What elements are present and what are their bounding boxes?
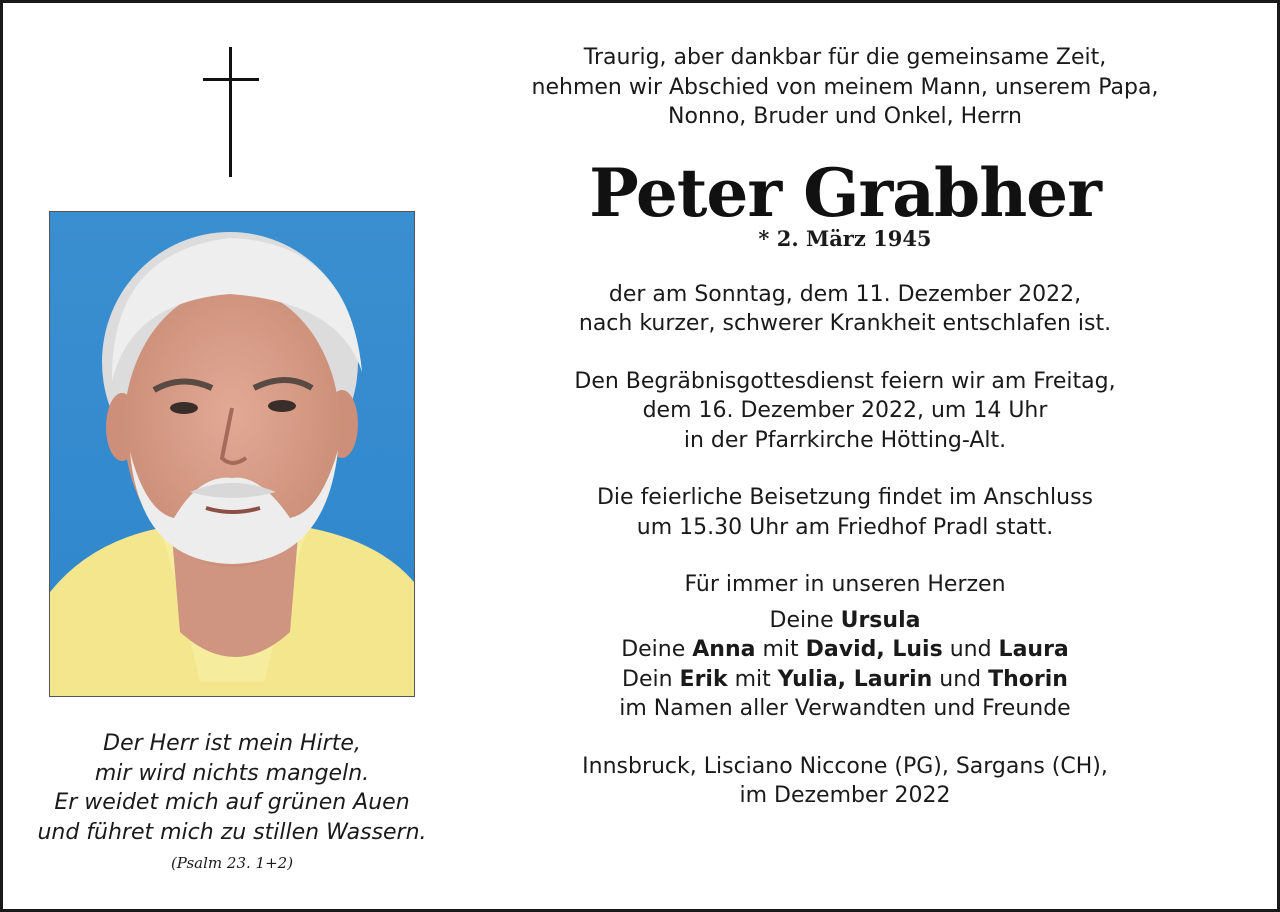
signature-line [455, 665, 1235, 695]
psalm-line: Er weidet mich auf grünen Auen [54, 790, 410, 815]
burial-line: um 15.30 Uhr am Friedhof Pradl statt. [636, 514, 1054, 540]
intro-line: Nonno, Bruder und Onkel, Herrn [668, 104, 1022, 129]
service-line: Den Begräbnisgottesdienst feiern wir am Freitag, [574, 368, 1116, 394]
service-line: dem 16. Dezember 2022, um 14 Uhr [642, 398, 1048, 423]
signature-name: Anna [692, 637, 756, 662]
psalm-reference: (Psalm 23. 1+2) [170, 854, 294, 872]
signature-text: mit [755, 637, 806, 662]
signature-line [455, 635, 1235, 665]
signature-text: Dein [622, 666, 680, 692]
signature-text: Deine [621, 637, 693, 662]
signature-line [455, 606, 1235, 636]
service-line: in der Pfarrkirche Hötting-Alt. [683, 427, 1007, 453]
signature-text: und [932, 666, 989, 692]
signature-name: Ursula [840, 607, 921, 633]
birth-date: * 2. März 1945 [758, 225, 932, 251]
death-line: der am Sonntag, dem 11. Dezember 2022, [608, 281, 1082, 307]
psalm-line: und führet mich zu stillen Wassern. [37, 819, 427, 845]
death-line: nach kurzer, schwerer Krankheit entschlafen ist. [578, 311, 1112, 336]
signature-name: Laura [998, 637, 1069, 662]
signature-text: mit [727, 666, 778, 692]
signature-text: und [942, 637, 999, 662]
cross-icon [203, 47, 259, 177]
place-line: im Dezember 2022 [739, 783, 951, 808]
burial-line: Die feierliche Beisetzung findet im Anschluss [596, 485, 1094, 510]
signature-name: David, Luis [805, 637, 943, 662]
psalm-quote [3, 729, 461, 873]
announcement-text [455, 43, 1235, 811]
signature-name: Thorin [988, 666, 1068, 692]
place-line: Innsbruck, Lisciano Niccone (PG), Sargans (CH), [582, 753, 1108, 779]
portrait-photo [49, 211, 415, 697]
closing-line: Für immer in unseren Herzen [684, 572, 1006, 597]
intro-line: Traurig, aber dankbar für die gemeinsame Zeit, [583, 45, 1107, 70]
signature-line: im Namen aller Verwandten und Freunde [619, 696, 1071, 721]
psalm-line: Der Herr ist mein Hirte, [103, 731, 361, 756]
signature-name: Erik [679, 666, 728, 692]
psalm-line: mir wird nichts mangeln. [94, 760, 370, 786]
intro-line: nehmen wir Abschied von meinem Mann, unserem Papa, [531, 74, 1159, 100]
deceased-name: Peter Grabher [589, 153, 1101, 232]
signature-name: Yulia, Laurin [777, 666, 933, 692]
signature-text: Deine [769, 607, 841, 633]
